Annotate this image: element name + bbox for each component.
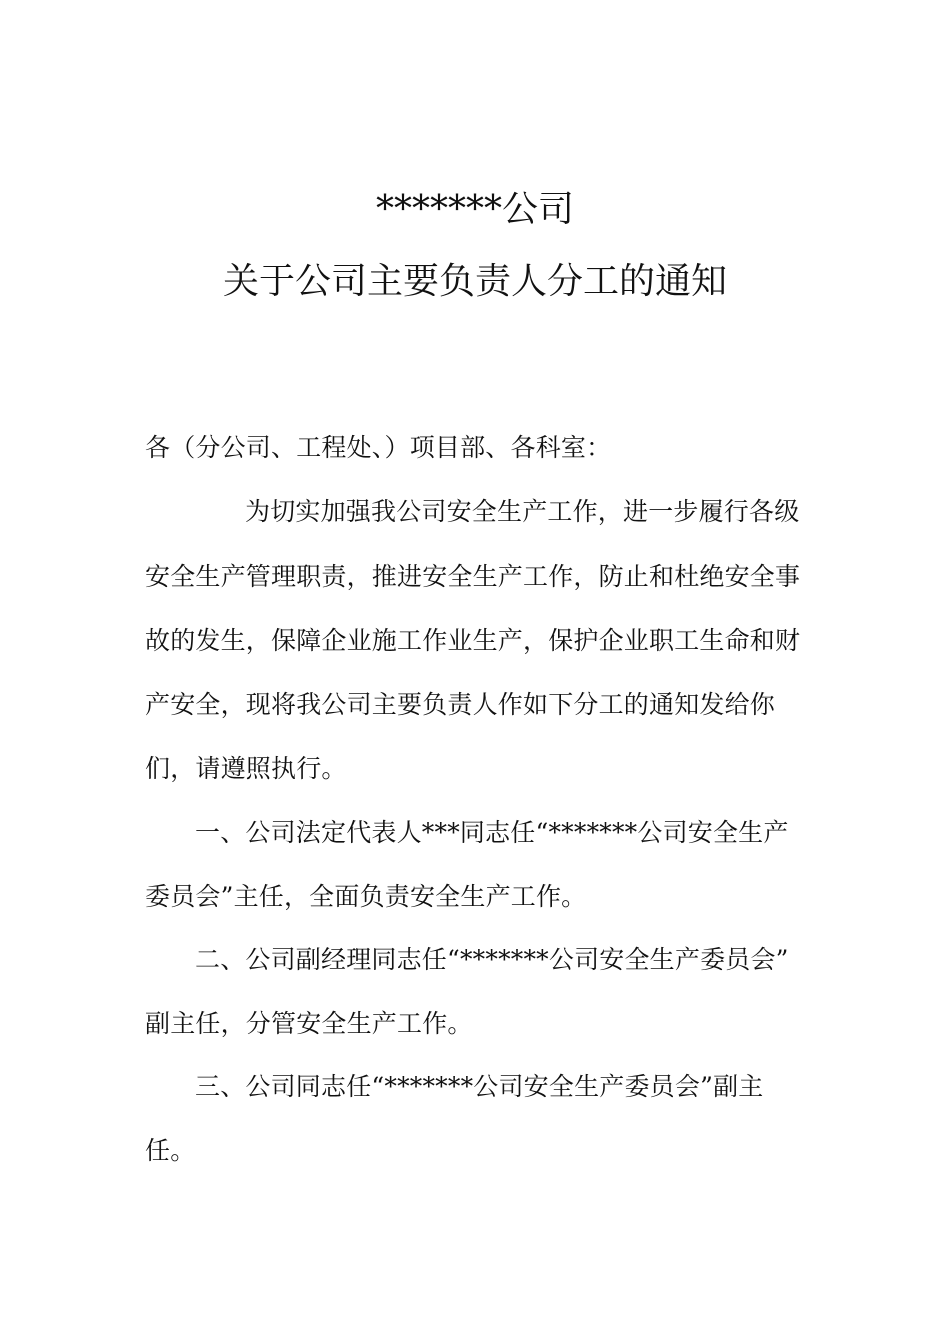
document-title-company: *******公司 (375, 189, 574, 230)
salutation: 各（分公司、工程处、）项目部、各科室： (145, 433, 612, 462)
item-two-line: 二、公司副经理同志任“*******公司安全生产委员会” (195, 945, 789, 974)
item-one-line: 一、公司法定代表人***同志任“*******公司安全生产 (195, 818, 789, 847)
item-two-line: 副主任，分管安全生产工作。 (145, 1009, 473, 1038)
body-line: 为切实加强我公司安全生产工作，进一步履行各级 (245, 497, 800, 526)
item-three-line: 任。 (145, 1136, 196, 1165)
item-three-line: 三、公司同志任“*******公司安全生产委员会”副主 (195, 1072, 764, 1101)
document-title-notice: 关于公司主要负责人分工的通知 (222, 261, 727, 302)
item-one-line: 委员会”主任，全面负责安全生产工作。 (145, 882, 587, 911)
body-line: 故的发生，保障企业施工作业生产，保护企业职工生命和财 (145, 626, 801, 655)
body-line: 们，请遵照执行。 (145, 754, 347, 783)
body-line: 产安全，现将我公司主要负责人作如下分工的通知发给你 (145, 690, 776, 719)
body-line: 安全生产管理职责，推进安全生产工作，防止和杜绝安全事 (145, 562, 801, 591)
